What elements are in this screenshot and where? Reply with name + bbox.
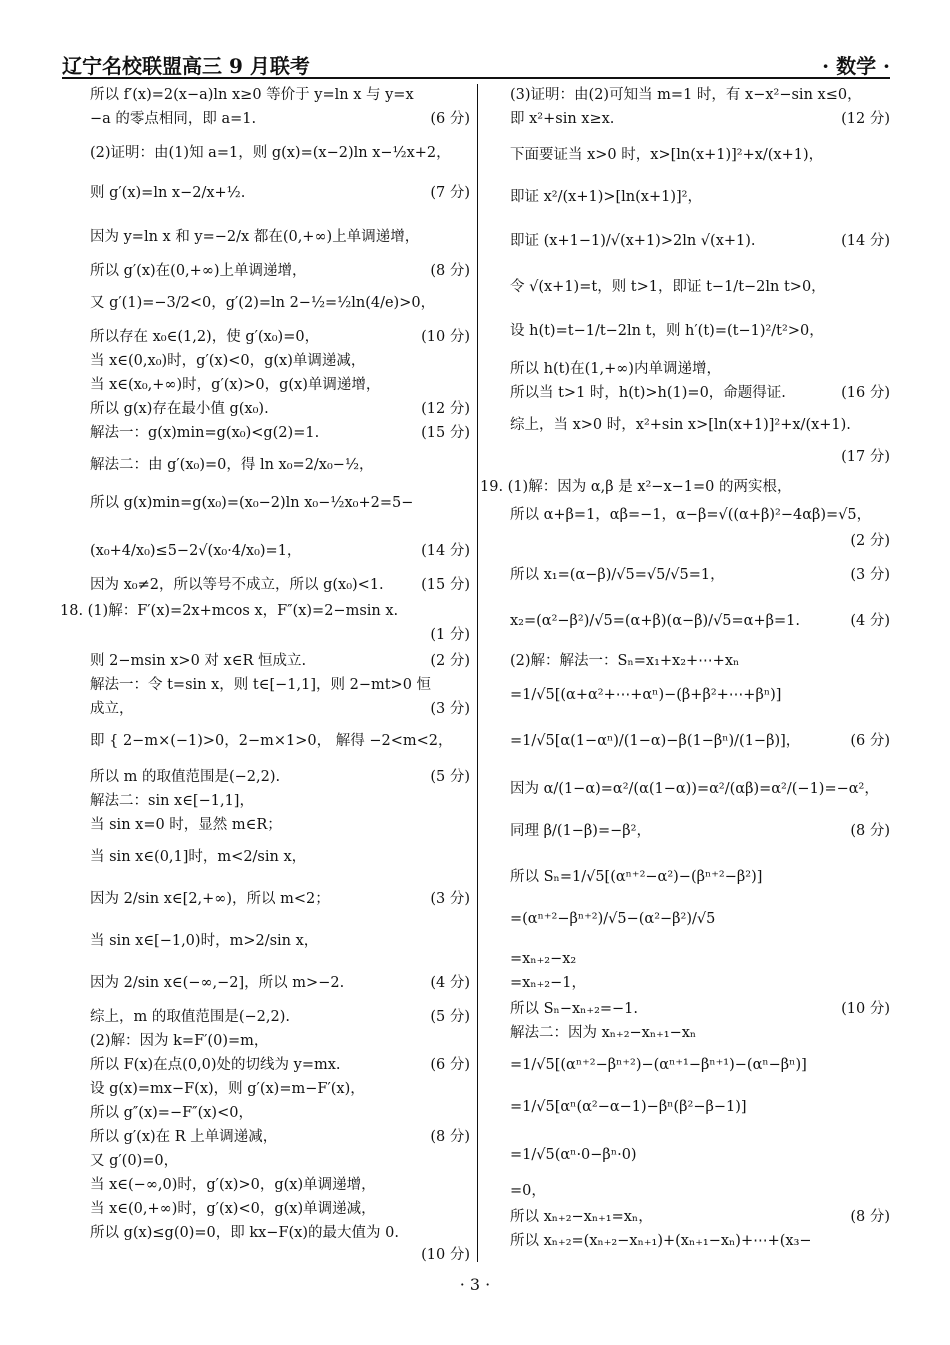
right_column-line (510, 504, 890, 526)
right_column-line (510, 820, 890, 842)
score-label: (17 分) (841, 449, 890, 465)
solution-text: 所以存在 x₀∈(1,2)，使 g′(x₀)=0， (90, 329, 320, 345)
solution-text: 令 √(x+1)=t，则 t>1，即证 t−1/t−2ln t>0， (510, 279, 826, 295)
solution-text: 所以 xₙ₊₂−xₙ₊₁=xₙ， (510, 1209, 653, 1225)
left_column-line (90, 1054, 470, 1076)
solution-text: 下面要证当 x>0 时，x>[ln(x+1)]²+x/(x+1)， (510, 147, 824, 163)
left_column-line (90, 350, 470, 372)
left_column-line (90, 292, 470, 314)
left_column-line (90, 1126, 470, 1148)
left_column-line (90, 972, 470, 994)
solution-text: 当 sin x∈[−1,0)时，m>2/sin x， (90, 933, 319, 949)
solution-text: (2)证明：由(1)知 a=1，则 g(x)=(x−2)ln x−½x+2， (90, 145, 451, 161)
exam-title: 辽宁名校联盟高三 9 月联考 (62, 54, 310, 78)
left_column-line (90, 492, 470, 514)
solution-text: 所以 α+β=1，αβ=−1，α−β=√((α+β)²−4αβ)=√5， (510, 507, 872, 523)
score-label: (12 分) (421, 401, 470, 417)
right_column-line (510, 866, 890, 888)
score-label: (12 分) (841, 111, 890, 127)
right_column-line (510, 108, 890, 130)
solution-text: 因为 α/(1−α)=α²/(α(1−α))=α²/(αβ)=α²/(−1)=−α²， (510, 781, 879, 797)
right_column-line (510, 1022, 890, 1044)
left_column-line (90, 226, 470, 248)
right_column-line (510, 84, 890, 106)
left_column-line (90, 398, 470, 420)
solution-text: −a 的零点相同，即 a=1. (90, 111, 257, 127)
right_column-line (510, 1230, 890, 1252)
solution-text: 当 sin x∈(0,1]时，m<2/sin x， (90, 849, 307, 865)
left_column-line (90, 1222, 470, 1244)
right_column-line (510, 1054, 890, 1076)
solution-text: 又 g′(0)=0， (90, 1153, 179, 1169)
left_column-line (90, 1174, 470, 1196)
solution-text: 所以 m 的取值范围是(−2,2). (90, 769, 281, 785)
left_column-line (90, 374, 470, 396)
solution-text: 即证 x²/(x+1)>[ln(x+1)]²， (510, 189, 702, 205)
score-label: (6 分) (430, 1057, 470, 1073)
left_column-line (90, 1150, 470, 1172)
page-number: · 3 · (459, 1275, 491, 1294)
solution-text: 所以 g′(x)在(0,+∞)上单调递增， (90, 263, 307, 279)
solution-text: 即 { 2−m×(−1)>0，2−m×1>0， 解得 −2<m<2， (90, 733, 453, 749)
solution-text: 所以 h(t)在(1,+∞)内单调递增， (510, 361, 721, 377)
solution-text: 又 g′(1)=−3/2<0，g′(2)=ln 2−½=½ln(4/e)>0， (90, 295, 436, 311)
right_column-line (510, 564, 890, 586)
score-label: (8 分) (430, 1129, 470, 1145)
solution-text: 当 x∈(0,x₀)时，g′(x)<0，g(x)单调递减， (90, 353, 366, 369)
left_column-line (90, 790, 470, 812)
right_column-line (480, 476, 890, 498)
right_column-line (510, 1096, 890, 1118)
solution-text: 所以 g(x)min=g(x₀)=(x₀−2)ln x₀−½x₀+2=5− (90, 495, 414, 511)
left_column-line (90, 930, 470, 952)
left_column-line (90, 108, 470, 130)
solution-text: =1/√5[α(1−αⁿ)/(1−α)−β(1−βⁿ)/(1−β)]， (510, 733, 801, 749)
solution-text: 设 g(x)=mx−F(x)，则 g′(x)=m−F′(x)， (90, 1081, 365, 1097)
right_column-line (510, 908, 890, 930)
right_column-line (510, 186, 890, 208)
right_column-line (510, 358, 890, 380)
left_column-line (90, 730, 470, 752)
right_column-line (510, 684, 890, 706)
solution-text: =1/√5(αⁿ·0−βⁿ·0) (510, 1147, 637, 1163)
solution-text: 解法二：由 g′(x₀)=0，得 ln x₀=2/x₀−½， (90, 457, 374, 473)
left_column-line (90, 1006, 470, 1028)
score-label: (16 分) (841, 385, 890, 401)
score-label: (8 分) (850, 823, 890, 839)
score-label: (6 分) (850, 733, 890, 749)
solution-text: =1/√5[(α+α²+⋯+αⁿ)−(β+β²+⋯+βⁿ)] (510, 687, 782, 703)
solution-text: 所以 Sₙ=1/√5[(αⁿ⁺²−α²)−(βⁿ⁺²−β²)] (510, 869, 763, 885)
score-label: (6 分) (430, 111, 470, 127)
solution-text: (3)证明：由(2)可知当 m=1 时，有 x−x²−sin x≤0， (510, 87, 862, 103)
solution-text: 因为 y=ln x 和 y=−2/x 都在(0,+∞)上单调递增， (90, 229, 420, 245)
solution-text: 当 x∈(−∞,0)时，g′(x)>0，g(x)单调递增， (90, 1177, 376, 1193)
column-divider (477, 84, 478, 1262)
solution-text: 所以当 t>1 时，h(t)>h(1)=0，命题得证. (510, 385, 786, 401)
score-label: (5 分) (430, 1009, 470, 1025)
solution-text: 解法一：g(x)min=g(x₀)<g(2)=1. (90, 425, 320, 441)
right_column-line (510, 650, 890, 672)
solution-text: 解法二：sin x∈[−1,1]， (90, 793, 254, 809)
solution-text: 18. (1)解：F′(x)=2x+mcos x，F″(x)=2−msin x. (60, 603, 399, 619)
score-label: (15 分) (421, 577, 470, 593)
solution-text: (2)解：解法一：Sₙ=x₁+x₂+⋯+xₙ (510, 653, 740, 669)
solution-text: 所以 g(x)≤g(0)=0，即 kx−F(x)的最大值为 0. (90, 1225, 399, 1241)
solution-text: 即 x²+sin x≥x. (510, 111, 615, 127)
score-label: (1 分) (430, 627, 470, 643)
solution-text: 当 x∈(x₀,+∞)时，g′(x)>0，g(x)单调递增， (90, 377, 381, 393)
left_column-line (90, 1030, 470, 1052)
solution-text: x₂=(α²−β²)/√5=(α+β)(α−β)/√5=α+β=1. (510, 613, 800, 629)
solution-text: 因为 2/sin x∈[2,+∞)，所以 m<2； (90, 891, 330, 907)
solution-text: 所以 g′(x)在 R 上单调递减， (90, 1129, 278, 1145)
left_column-line (90, 698, 470, 720)
score-label: (2 分) (850, 533, 890, 549)
solution-text: (x₀+4/x₀)≤5−2√(x₀·4/x₀)=1， (90, 543, 302, 559)
score-label: (14 分) (841, 233, 890, 249)
right_column-line (510, 414, 890, 436)
solution-text: 当 x∈(0,+∞)时，g′(x)<0，g(x)单调递减， (90, 1201, 376, 1217)
right_column-line (510, 144, 890, 166)
solution-text: 设 h(t)=t−1/t−2ln t，则 h′(t)=(t−1)²/t²>0， (510, 323, 824, 339)
solution-text: 解法二：因为 xₙ₊₂−xₙ₊₁−xₙ (510, 1025, 697, 1041)
solution-text: 当 sin x=0 时，显然 m∈R； (90, 817, 282, 833)
solution-text: 则 2−msin x>0 对 x∈R 恒成立. (90, 653, 307, 669)
score-label: (14 分) (421, 543, 470, 559)
score-label: (10 分) (421, 1247, 470, 1263)
score-label: (4 分) (430, 975, 470, 991)
right_column-line (510, 1144, 890, 1166)
right_column-line (510, 1180, 890, 1202)
right_column-line (510, 382, 890, 404)
right_column-line (510, 778, 890, 800)
left_column-line (90, 1198, 470, 1220)
score-label: (10 分) (841, 1001, 890, 1017)
solution-text: 所以 g″(x)=−F″(x)<0， (90, 1105, 253, 1121)
left_column-line (90, 766, 470, 788)
right_column-line (510, 610, 890, 632)
solution-text: 即证 (x+1−1)/√(x+1)>2ln √(x+1). (510, 233, 756, 249)
solution-text: 综上，m 的取值范围是(−2,2). (90, 1009, 290, 1025)
right_column-line (510, 730, 890, 752)
left_column-line (90, 650, 470, 672)
score-label: (3 分) (430, 891, 470, 907)
left_column-line (90, 1244, 470, 1266)
solution-text: =(αⁿ⁺²−βⁿ⁺²)/√5−(α²−β²)/√5 (510, 911, 716, 927)
left_column-line (90, 1102, 470, 1124)
right_column-line (510, 446, 890, 468)
solution-text: 成立， (90, 701, 134, 717)
left_column-line (90, 574, 470, 596)
header-rule (62, 77, 890, 79)
right_column-line (510, 998, 890, 1020)
right_column-line (510, 320, 890, 342)
score-label: (7 分) (430, 185, 470, 201)
solution-text: 所以 g(x)存在最小值 g(x₀). (90, 401, 269, 417)
solution-text: 因为 2/sin x∈(−∞,−2]，所以 m>−2. (90, 975, 345, 991)
left_column-line (90, 326, 470, 348)
subject-label: · 数学 · (822, 54, 890, 78)
solution-text: =1/√5[αⁿ(α²−α−1)−βⁿ(β²−β−1)] (510, 1099, 747, 1115)
score-label: (3 分) (430, 701, 470, 717)
left_column-line (90, 182, 470, 204)
page-header (62, 48, 890, 78)
score-label: (3 分) (850, 567, 890, 583)
left_column-line (90, 1078, 470, 1100)
left_column-line (90, 540, 470, 562)
solution-text: (2)解：因为 k=F′(0)=m， (90, 1033, 269, 1049)
score-label: (15 分) (421, 425, 470, 441)
right_column-line (510, 948, 890, 970)
left_column-line (90, 454, 470, 476)
left_column-line (90, 422, 470, 444)
solution-text: 因为 x₀≠2，所以等号不成立，所以 g(x₀)<1. (90, 577, 384, 593)
left_column-line (90, 814, 470, 836)
right_column-line (510, 972, 890, 994)
left_column-line (60, 600, 470, 622)
solution-text: 19. (1)解：因为 α,β 是 x²−x−1=0 的两实根， (480, 479, 792, 495)
score-label: (8 分) (430, 263, 470, 279)
solution-text: =xₙ₊₂−x₂ (510, 951, 577, 967)
solution-text: =xₙ₊₂−1， (510, 975, 586, 991)
solution-text: 所以 xₙ₊₂=(xₙ₊₂−xₙ₊₁)+(xₙ₊₁−xₙ)+⋯+(x₃− (510, 1233, 812, 1249)
right_column-line (510, 230, 890, 252)
right_column-line (510, 530, 890, 552)
right_column-line (510, 1206, 890, 1228)
score-label: (4 分) (850, 613, 890, 629)
score-label: (8 分) (850, 1209, 890, 1225)
score-label: (10 分) (421, 329, 470, 345)
left_column-line (90, 260, 470, 282)
left_column-line (90, 888, 470, 910)
solution-text: =1/√5[(αⁿ⁺²−βⁿ⁺²)−(αⁿ⁺¹−βⁿ⁺¹)−(αⁿ−βⁿ)] (510, 1057, 807, 1073)
solution-text: 则 g′(x)=ln x−2/x+½. (90, 185, 246, 201)
left_column-line (90, 84, 470, 106)
left_column-line (90, 624, 470, 646)
score-label: (2 分) (430, 653, 470, 669)
solution-text: =0， (510, 1183, 546, 1199)
solution-text: 解法一：令 t=sin x，则 t∈[−1,1]，则 2−mt>0 恒 (90, 677, 432, 693)
solution-text: 所以 Sₙ−xₙ₊₂=−1. (510, 1001, 639, 1017)
solution-text: 同理 β/(1−β)=−β²， (510, 823, 651, 839)
score-label: (5 分) (430, 769, 470, 785)
solution-text: 综上，当 x>0 时，x²+sin x>[ln(x+1)]²+x/(x+1). (510, 417, 851, 433)
solution-text: 所以 f′(x)=2(x−a)ln x≥0 等价于 y=ln x 与 y=x (90, 87, 414, 103)
right_column-line (510, 276, 890, 298)
left_column-line (90, 674, 470, 696)
solution-text: 所以 x₁=(α−β)/√5=√5/√5=1， (510, 567, 725, 583)
left_column-line (90, 846, 470, 868)
solution-text: 所以 F(x)在点(0,0)处的切线为 y=mx. (90, 1057, 341, 1073)
left_column-line (90, 142, 470, 164)
